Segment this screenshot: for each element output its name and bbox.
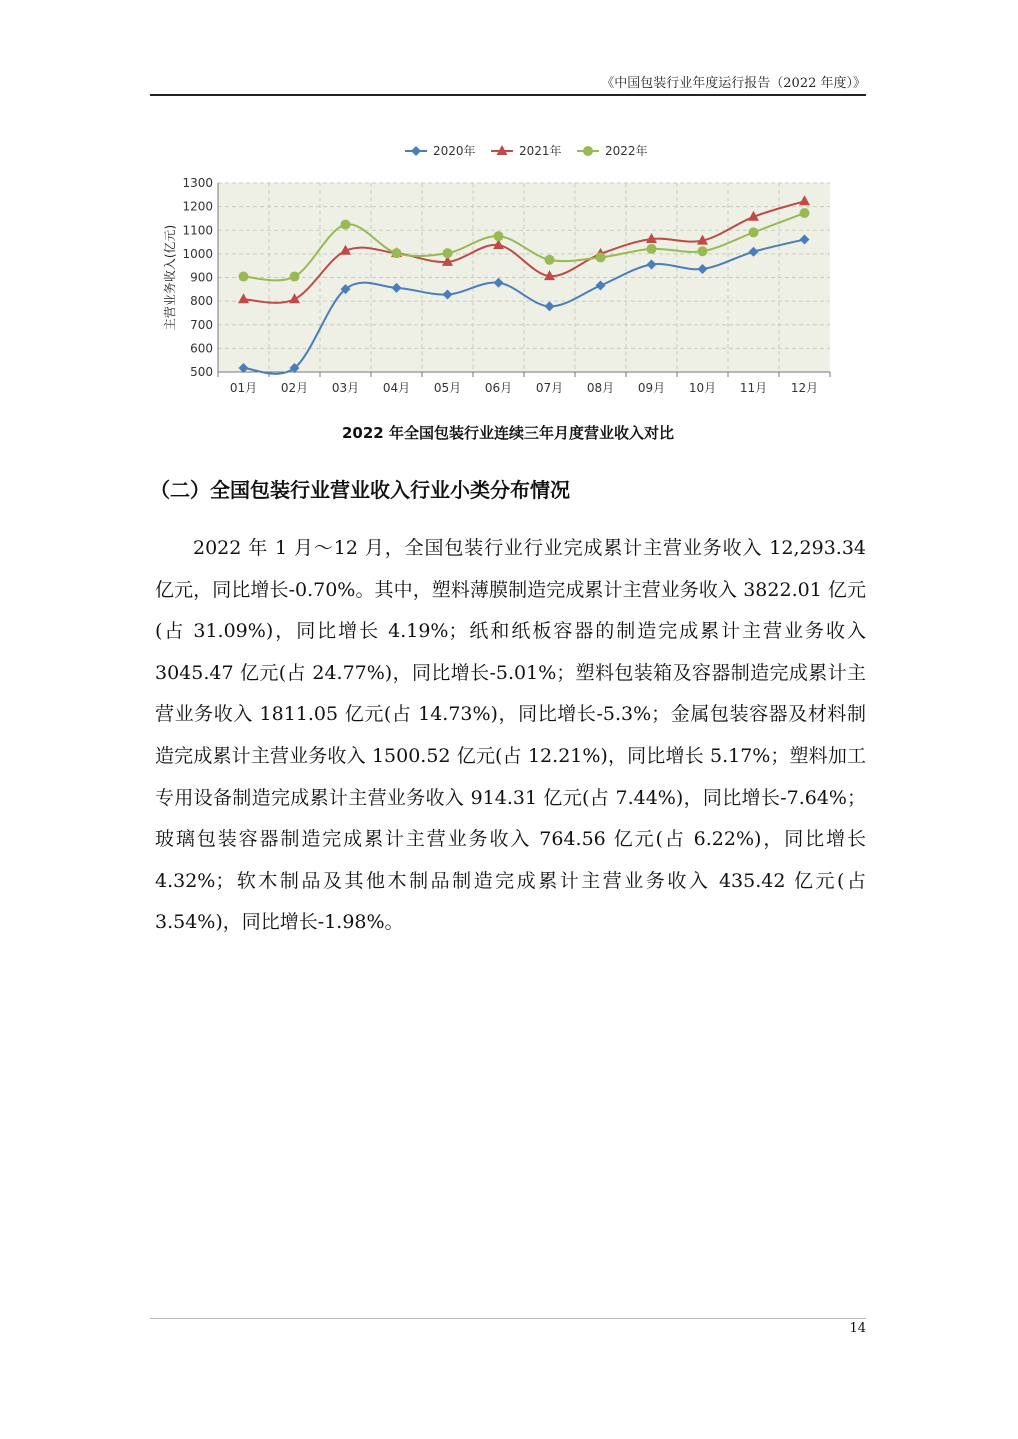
y-tick-label: 600	[190, 341, 213, 356]
y-tick-label: 900	[190, 270, 213, 285]
chart-caption: 2022 年全国包装行业连续三年月度营业收入对比	[342, 424, 674, 442]
data-point	[749, 227, 759, 237]
x-tick-label: 06月	[484, 381, 513, 395]
y-tick-label: 700	[190, 317, 213, 332]
data-point	[596, 252, 606, 262]
legend-item	[491, 143, 562, 158]
x-tick-label: 05月	[433, 381, 462, 395]
x-tick-label: 02月	[280, 381, 309, 395]
data-point	[443, 248, 453, 258]
data-point	[290, 272, 300, 282]
data-point	[341, 220, 351, 230]
footer-rule	[150, 1318, 866, 1319]
data-point	[494, 231, 504, 241]
data-point	[698, 246, 708, 256]
y-tick-label: 500	[190, 365, 213, 379]
legend-item	[405, 143, 476, 158]
page-number: 14	[849, 1321, 866, 1336]
x-tick-label: 12月	[790, 381, 819, 395]
x-tick-label: 11月	[739, 381, 768, 395]
legend-label: 2022年	[605, 144, 648, 158]
body-paragraph: 2022 年 1 月～12 月，全国包装行业行业完成累计主营业务收入 12,293.34 亿元，同比增长-0.70%。其中，塑料薄膜制造完成累计主营业务收入 3822.01 亿元(占 31.09%)，同比增长 4.19%；纸和纸板容器的制造完成累计主营业务收入 3045.47 亿元(占 24.77%)，同比增长-5.01%；塑料包装箱及容器制造完成累计主营业务收入 1811.05 亿元(占 14.73%)，同比增长-5.3%；金属包装容器及材料制造完成累计主营业务收入 1500.52 亿元(占 12.21%)，同比增长 5.17%；塑料加工专用设备制造完成累计主营业务收入 914.31 亿元(占 7.44%)，同比增长-7.64%；玻璃包装容器制造完成累计主营业务收入 764.56 亿元(占 6.22%)，同比增长 4.32%；软木制品及其他木制品制造完成累计主营业务收入 435.42 亿元(占 3.54%)，同比增长-1.98%。	[155, 537, 866, 934]
legend-label: 2020年	[433, 144, 476, 158]
data-point	[392, 248, 402, 258]
x-tick-label: 10月	[688, 381, 717, 395]
revenue-line-chart	[150, 130, 866, 420]
legend-item	[577, 143, 648, 158]
x-tick-label: 01月	[229, 381, 258, 395]
x-tick-label: 09月	[637, 381, 666, 395]
page-header: 《中国包装行业年度运行报告（2022 年度）》	[601, 76, 866, 91]
data-point	[647, 244, 657, 254]
y-tick-label: 1300	[182, 176, 213, 190]
x-tick-label: 03月	[331, 381, 360, 395]
section-heading: （二）全国包装行业营业收入行业小类分布情况	[150, 478, 570, 502]
legend-marker	[411, 146, 421, 156]
y-tick-label: 1000	[182, 246, 213, 261]
y-tick-label: 1200	[182, 199, 213, 214]
x-tick-label: 08月	[586, 381, 615, 395]
data-point	[545, 255, 555, 265]
chart-svg	[150, 130, 866, 420]
legend-label: 2021年	[519, 144, 562, 158]
x-tick-label: 07月	[535, 381, 564, 395]
data-point	[239, 272, 249, 282]
legend-marker	[583, 146, 593, 156]
data-point	[800, 208, 810, 218]
y-axis-label: 主营业务收入(亿元)	[163, 224, 177, 331]
x-tick-label: 04月	[382, 381, 411, 395]
header-rule	[150, 94, 866, 96]
y-tick-label: 1100	[182, 223, 213, 238]
y-tick-label: 800	[190, 294, 213, 309]
